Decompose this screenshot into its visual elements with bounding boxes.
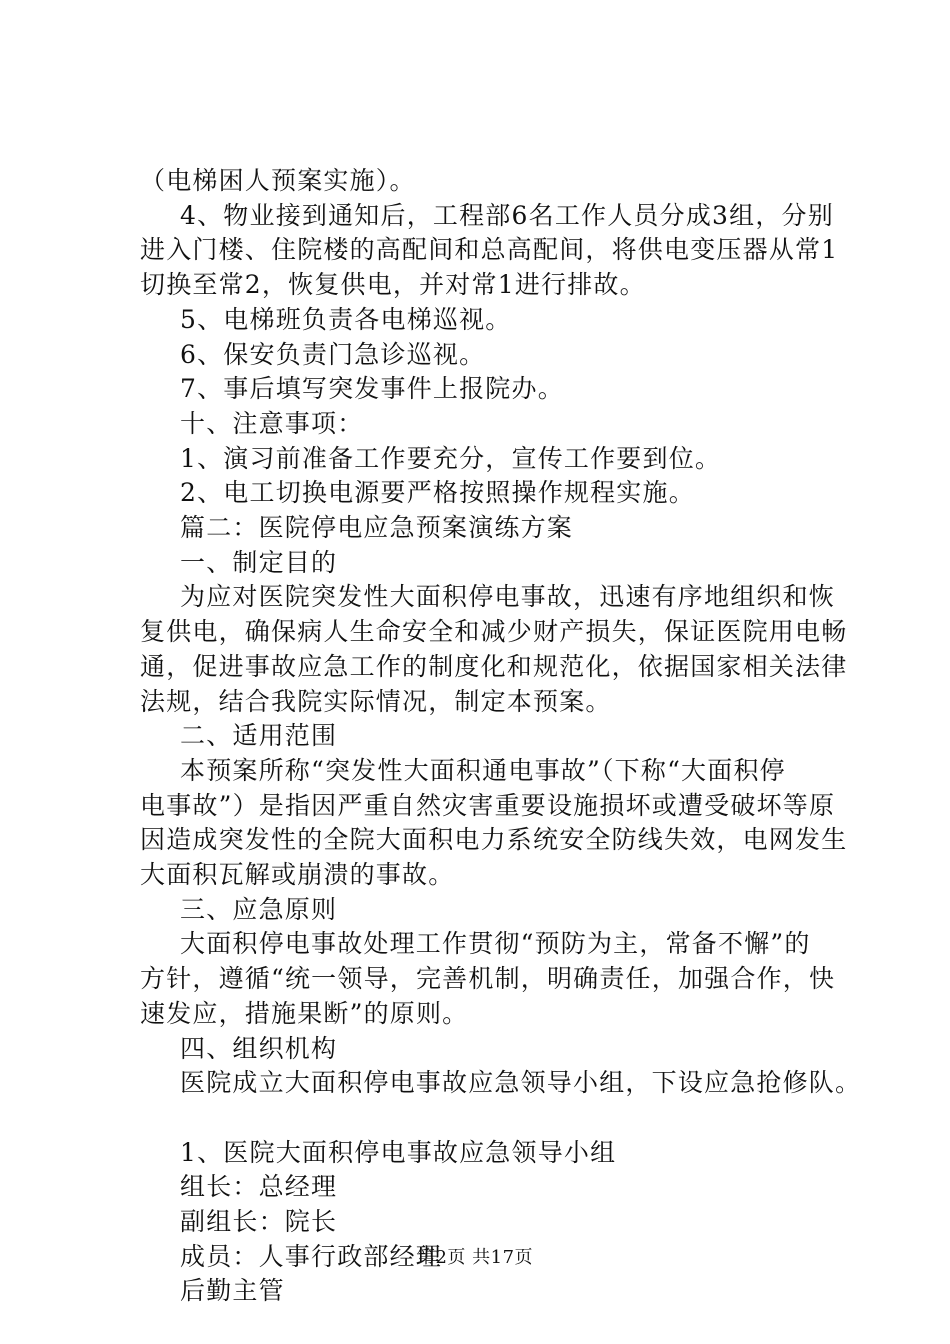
text-line: 本预案所称“突发性大面积通电事故”（下称“大面积停 bbox=[180, 755, 786, 785]
text-line: 切换至常2，恢复供电，并对常1进行排故。 bbox=[140, 270, 646, 300]
text-line: 后勤主管 bbox=[180, 1276, 285, 1306]
text-line: 篇二：医院停电应急预案演练方案 bbox=[180, 513, 574, 543]
text-line: 4、物业接到通知后，工程部6名工作人员分成3组，分别 bbox=[180, 200, 834, 230]
text-line: 组长：总经理 bbox=[180, 1172, 338, 1202]
text-line: 复供电，确保病人生命安全和减少财产损失，保证医院用电畅 bbox=[140, 617, 848, 647]
text-line: 进入门楼、住院楼的高配间和总高配间，将供电变压器从常1 bbox=[140, 235, 839, 265]
text-line: 一、制定目的 bbox=[180, 547, 338, 577]
document-body bbox=[140, 164, 860, 1309]
text-line: 电事故”）是指因严重自然灾害重要设施损坏或遭受破坏等原 bbox=[140, 790, 836, 820]
text-line: 三、应急原则 bbox=[180, 894, 338, 924]
text-line: 5、电梯班负责各电梯巡视。 bbox=[180, 304, 512, 334]
text-line: 因造成突发性的全院大面积电力系统安全防线失效，电网发生 bbox=[140, 825, 848, 855]
text-line: 法规，结合我院实际情况，制定本预案。 bbox=[140, 686, 612, 716]
text-line: 通，促进事故应急工作的制度化和规范化，依据国家相关法律 bbox=[140, 651, 848, 681]
text-line: 方针，遵循“统一领导，完善机制，明确责任，加强合作，快 bbox=[140, 964, 836, 994]
text-line: 2、电工切换电源要严格按照操作规程实施。 bbox=[180, 478, 695, 508]
text-line: 成员：人事行政部经理 bbox=[180, 1241, 443, 1271]
text-line: 大面积停电事故处理工作贯彻“预防为主，常备不懈”的 bbox=[180, 929, 811, 959]
text-line: 副组长：院长 bbox=[180, 1207, 338, 1237]
text-line: 十、注意事项： bbox=[180, 408, 364, 438]
text-line: （电梯困人预案实施）。 bbox=[140, 166, 416, 195]
text-line: 6、保安负责门急诊巡视。 bbox=[180, 339, 486, 369]
text-line: 二、适用范围 bbox=[180, 721, 338, 751]
text-line: 速发应，措施果断”的原则。 bbox=[140, 998, 469, 1028]
text-line: 1、演习前准备工作要充分，宣传工作要到位。 bbox=[180, 443, 722, 473]
text-line: 为应对医院突发性大面积停电事故，迅速有序地组织和恢 bbox=[180, 582, 836, 612]
text-line: 四、组织机构 bbox=[180, 1033, 338, 1063]
page-footer: 第2页 共17页 bbox=[416, 1247, 534, 1268]
text-line: 大面积瓦解或崩溃的事故。 bbox=[140, 860, 455, 890]
text-line: 7、事后填写突发事件上报院办。 bbox=[180, 374, 564, 404]
text-line bbox=[140, 1101, 860, 1136]
text-line: 1、医院大面积停电事故应急领导小组 bbox=[180, 1137, 617, 1167]
text-line: 医院成立大面积停电事故应急领导小组，下设应急抢修队。 bbox=[180, 1068, 862, 1098]
